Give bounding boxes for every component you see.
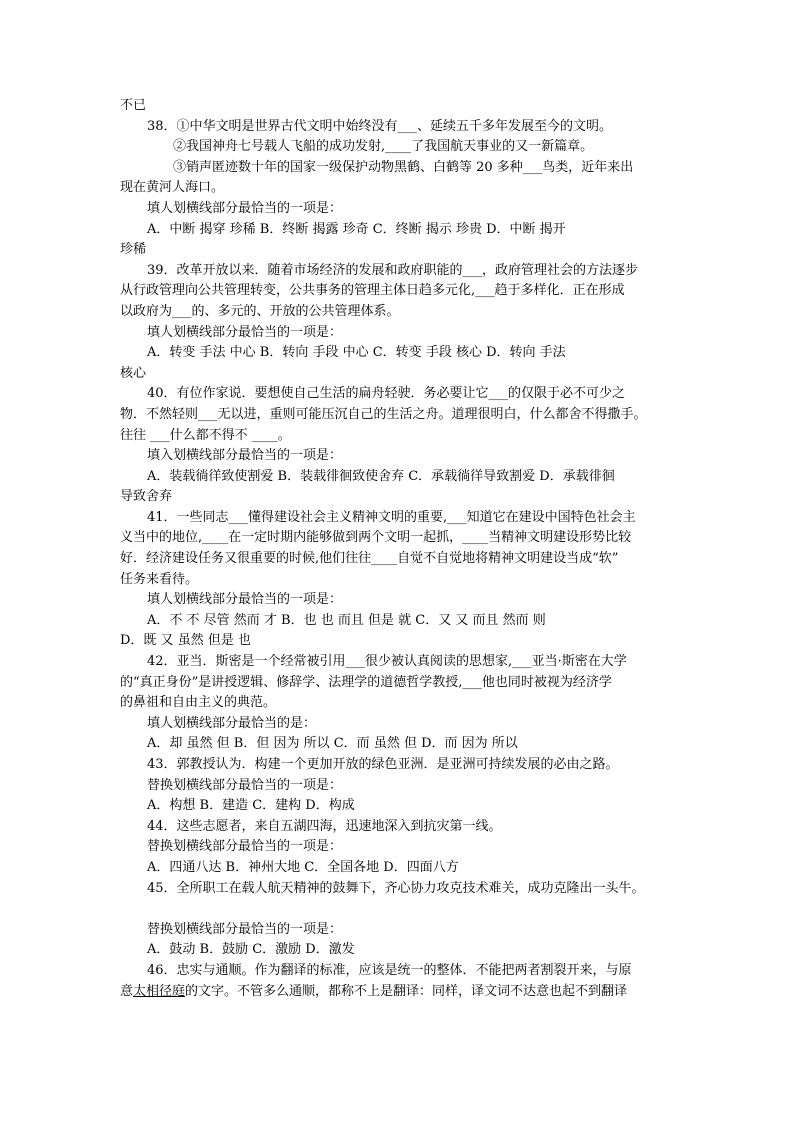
text-line: A．中断 揭穿 珍稀 B．终断 揭露 珍奇 C．终断 揭示 珍贵 D．中断 揭开 <box>147 221 566 237</box>
text-line: 44．这些志愿者，来自五湖四海，迅速地深入到抗灾第一线。 <box>147 818 502 834</box>
text-line: 39．改革开放以来．随着市场经济的发展和政府职能的___，政府管理社会的方法逐步 <box>147 262 639 278</box>
text-line: 的鼻祖和自由主义的典范。 <box>120 695 277 711</box>
text-line <box>120 982 676 1003</box>
text-line: A．四通八达 B．神州大地 C．全国各地 D．四面八方 <box>147 859 459 875</box>
text-line: 从行政管理向公共管理转变，公共事务的管理主体日趋多元化,___趋于多样化．正在形成 <box>120 283 625 299</box>
text-line: 不已 <box>120 98 147 113</box>
text-line: 填入划横线部分最恰当的一项是： <box>147 448 343 464</box>
text-line: 填人划横线部分最恰当的一项是： <box>147 324 343 340</box>
text-line: 替换划横线部分最恰当的一项是： <box>147 777 343 793</box>
text-line: 38．①中华文明是世界古代文明中始终没有___、延续五千多年发展至今的文明。 <box>147 118 613 134</box>
text-line: D．既 又 虽然 但是 也 <box>120 633 251 649</box>
text-line: 43．郭教授认为．构建一个更加开放的绿色亚洲．是亚洲可持续发展的必由之路。 <box>147 757 619 772</box>
text-line: 45．全所职工在载人航天精神的鼓舞下，齐心协力攻克技术难关，成功克隆出一头牛。 <box>147 880 645 896</box>
text-line: A．构想 B．建造 C．建构 D．构成 <box>147 798 355 814</box>
text-line: ③销声匿迹数十年的国家一级保护动物黑鹤、白鹤等 20 多种___鸟类，近年来出 <box>173 159 634 175</box>
text-line: 填人划横线部分最恰当的一项是： <box>147 200 343 216</box>
text-line: 填人划横线部分最恰当的是： <box>147 715 317 731</box>
text-segment: 意 <box>120 983 134 999</box>
text-line: A．不 不 尽管 然而 才 B．也 也 而且 但是 就 C．又 又 而且 然而 则 <box>147 612 546 628</box>
text-line: 物．不然轻则___无以进，重则可能压沉自己的生活之舟。道理很明白，什么都舍不得撒手。 <box>120 406 647 422</box>
text-line: A．鼓动 B．鼓励 C．激励 D．激发 <box>147 942 355 958</box>
text-line: 义当中的地位,____在一定时期内能够做到两个文明一起抓，____当精神文明建设形势比较 <box>120 530 632 546</box>
text-line <box>120 899 676 920</box>
text-line: A．装载徜徉致使割爱 B．装载徘徊致使舍弃 C．承载徜徉导致割爱 D．承载徘徊 <box>147 468 615 484</box>
text-line: 现在黄河人海口。 <box>120 180 225 196</box>
text-line: A．却 虽然 但 B．但 因为 所以 C．而 虽然 但 D．而 因为 所以 <box>147 736 518 752</box>
text-line: 往往 ___什么都不得不 ____。 <box>120 427 291 443</box>
text-line: 40．有位作家说．要想使自己生活的扁舟轻驶．务必要让它___的仅限于必不可少之 <box>147 386 626 402</box>
text-line: 46．忠实与通顺。作为翻译的标准，应该是统一的整体．不能把两者割裂开来，与原 <box>147 962 632 978</box>
text-line: 核心 <box>120 365 147 381</box>
text-line: 41．一些同志___懂得建设社会主义精神文明的重要,___知道它在建设中国特色社会主 <box>147 509 636 525</box>
text-line: ②我国神舟七号载人飞船的成功发射,____了我国航天事业的又一新篇章。 <box>173 139 594 155</box>
text-line: 珍稀 <box>120 242 147 258</box>
text-line: 替换划横线部分最恰当的一项是： <box>147 921 343 937</box>
text-line: 导致舍弃 <box>120 489 173 505</box>
text-line: 的“真正身份”是讲授逻辑、修辞学、法理学的道德哲学教授,___他也同时被视为经济学 <box>120 674 612 690</box>
text-line: 以政府为___的、多元的、开放的公共管理体系。 <box>120 303 400 319</box>
underlined-phrase: 太相径庭 <box>133 983 186 999</box>
text-segment: 的文字。不管多么通顺，都称不上是翻译：同样，译文词不达意也起不到翻译 <box>185 983 628 999</box>
document-body <box>120 96 676 1002</box>
text-line: 替换划横线部分最恰当的一项是： <box>147 839 343 855</box>
text-line: 好．经济建设任务又很重要的时候,他们往往____自觉不自觉地将精神文明建设当成“软” <box>120 551 619 567</box>
text-line: 任务来看待。 <box>120 571 199 587</box>
text-line: 填人划横线部分最恰当的一项是： <box>147 592 343 608</box>
text-line: A．转变 手法 中心 B．转向 手段 中心 C．转变 手段 核心 D．转向 手法 <box>147 345 566 361</box>
text-line: 42．亚当．斯密是一个经常被引用___很少被认真阅读的思想家,___亚当·斯密在大学 <box>147 654 627 670</box>
